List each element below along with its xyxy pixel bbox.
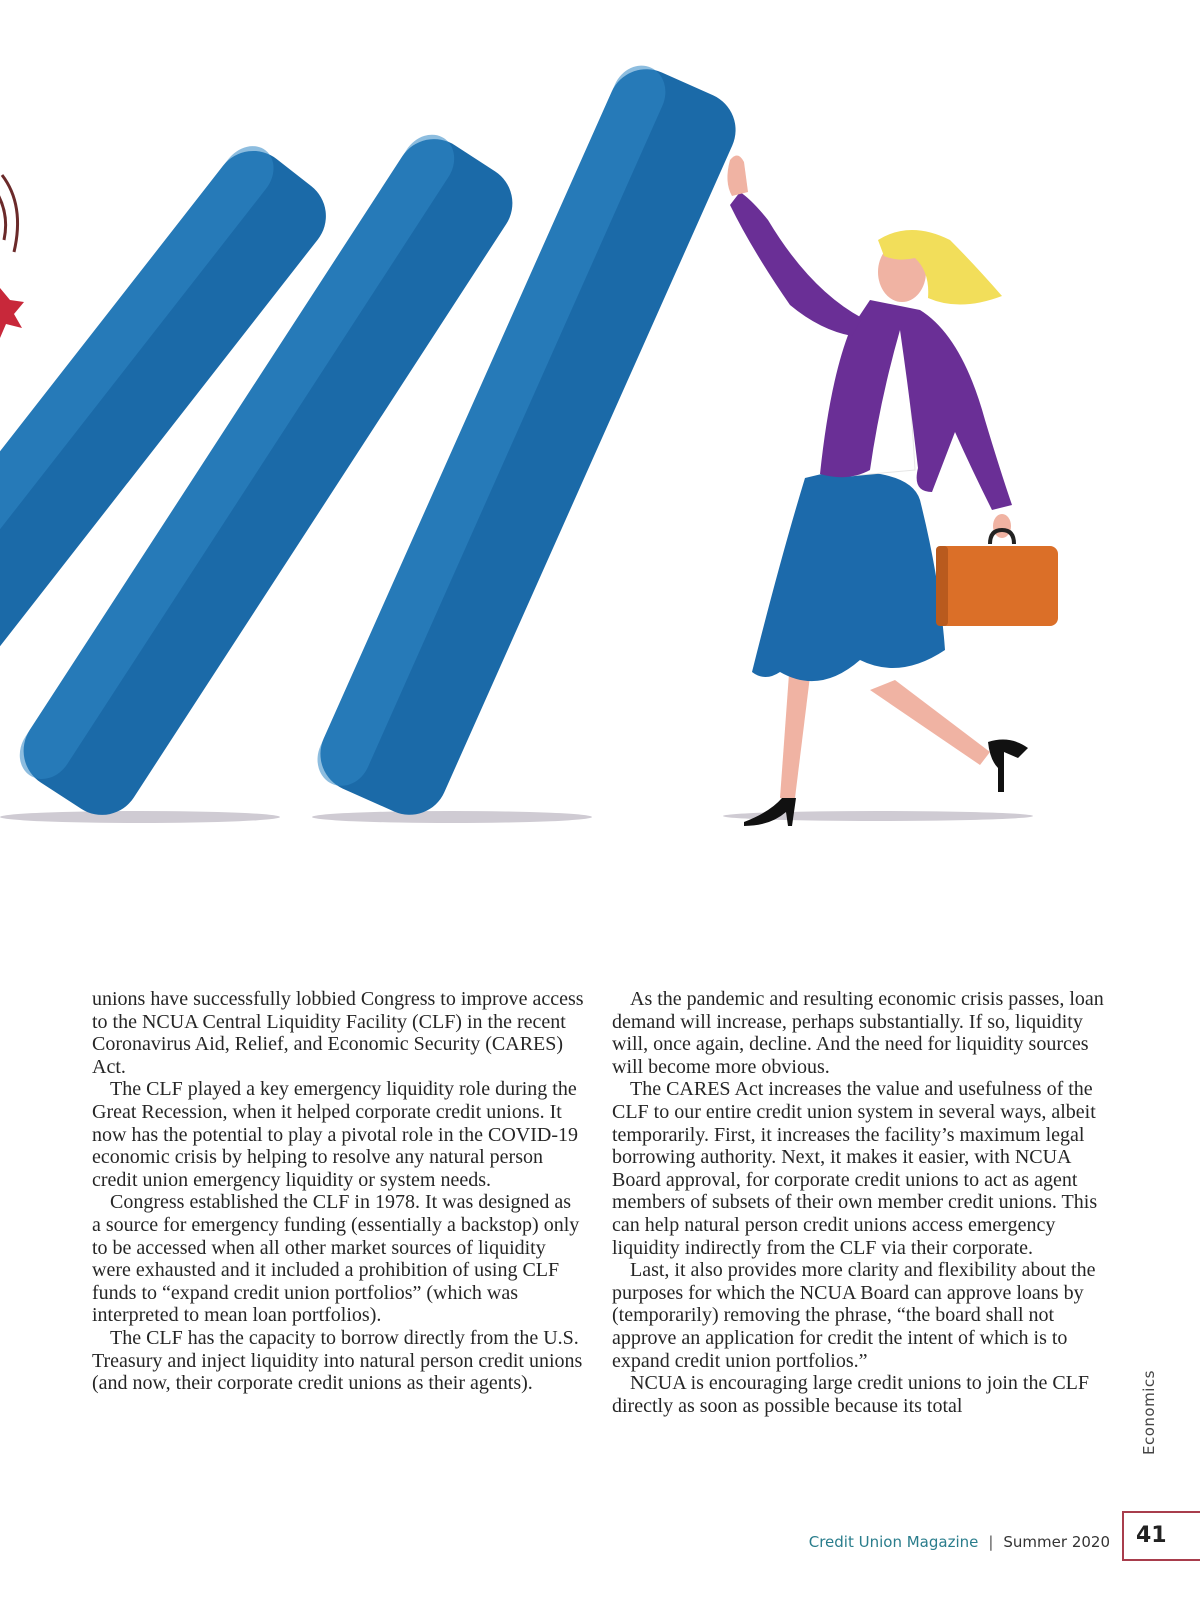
section-label: Economics: [1140, 1370, 1158, 1455]
domino-shadow: [312, 811, 592, 823]
paragraph: As the pandemic and resulting economic crisis passes, loan demand will increase, perhaps substantially. If so, liquidity will, once again, decline. And the need for liquidity sources will become more obvious.: [612, 988, 1104, 1078]
paragraph: Congress established the CLF in 1978. It was designed as a source for emergency funding (essentially a backstop) only to be accessed when all other market sources of liquidity were exhausted and it included a prohibition of using CLF funds to “expand credit union portfolios” (which was interpreted to mean loan portfolios).: [92, 1191, 580, 1327]
magazine-name: Credit Union Magazine: [808, 1533, 979, 1551]
article-column-right: [612, 988, 1104, 1417]
briefcase-icon: [936, 530, 1058, 626]
impact-star-icon: [0, 288, 24, 338]
domino-shadow: [0, 811, 280, 823]
motion-arc-icon: [0, 188, 6, 240]
paragraph: unions have successfully lobbied Congress to improve access to the NCUA Central Liquidity Facility (CLF) in the recent Coronavirus Aid, Relief, and Economic Security (CARES) Act.: [92, 988, 584, 1078]
page-footer: [809, 1530, 1110, 1554]
footer-separator: |: [988, 1533, 994, 1551]
issue-date: Summer 2020: [1003, 1533, 1110, 1551]
businesswoman-icon: [727, 155, 1028, 826]
domino-icon: [308, 57, 747, 827]
paragraph: The CLF has the capacity to borrow directly from the U.S. Treasury and inject liquidity into natural person credit unions (and now, their corporate credit unions as their agents).: [92, 1326, 583, 1395]
paragraph: Last, it also provides more clarity and flexibility about the purposes for which the NCUA Board can approve loans by (temporarily) removing the phrase, “the board shall not approve an application for credit the intent of which is to expand credit union portfolios.”: [612, 1259, 1096, 1372]
article-column-left: [92, 988, 584, 1395]
page-number: 41: [1122, 1511, 1200, 1561]
paragraph: The CLF played a key emergency liquidity role during the Great Recession, when it helped corporate credit unions. It now has the potential to play a pivotal role in the COVID-19 economic crisis by helping to resolve any natural person credit union emergency liquidity or system needs.: [92, 1078, 579, 1191]
paragraph: NCUA is encouraging large credit unions to join the CLF directly as soon as possible because its total: [612, 1372, 1090, 1417]
paragraph: The CARES Act increases the value and usefulness of the CLF to our entire credit union system in several ways, albeit temporarily. First, it increases the facility’s maximum legal borrowing authority. Next, it makes it easier, with NCUA Board approval, for corporate credit unions to act as agent members of subsets of their own member credit unions. This can help natural person credit unions access emergency liquidity indirectly from the CLF via their corporate.: [612, 1078, 1098, 1259]
